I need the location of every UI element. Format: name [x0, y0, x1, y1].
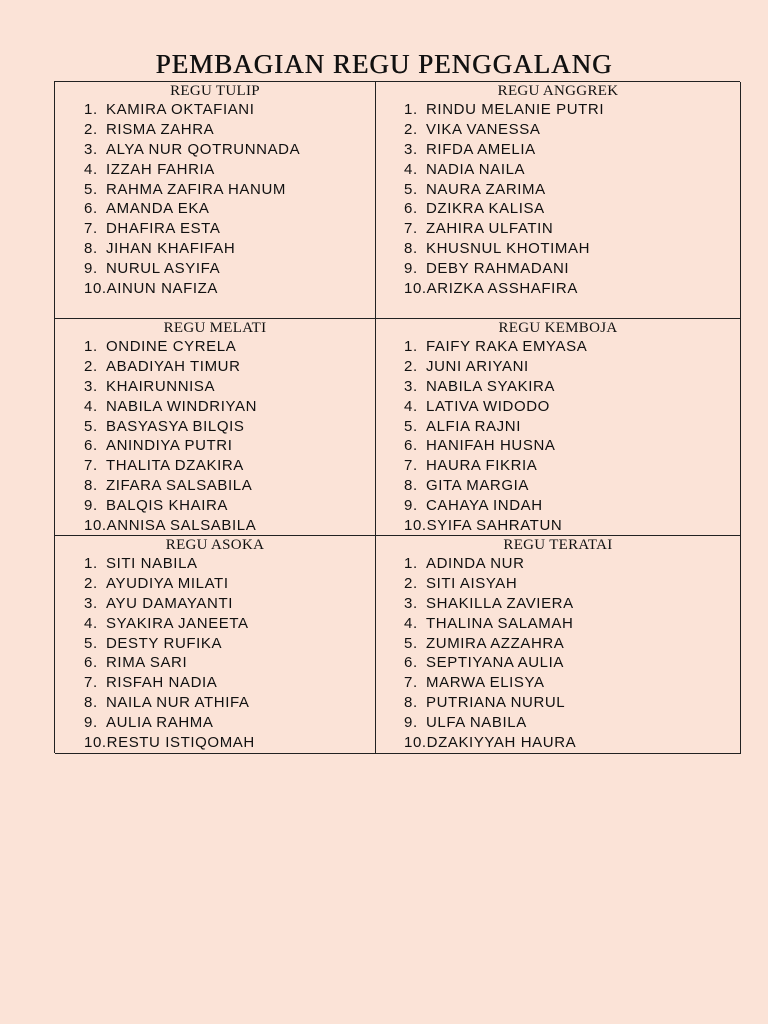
group-cell-tulip	[55, 82, 376, 319]
group-title: REGU KEMBOJA	[498, 320, 618, 336]
list-number: 9.	[404, 260, 418, 278]
member-name: AYUDIYA MILATI	[106, 574, 229, 592]
list-item	[404, 594, 576, 614]
member-name: DZAKIYYAH HAURA	[426, 734, 577, 752]
list-number: 6.	[84, 654, 98, 672]
list-item	[404, 219, 604, 239]
member-list	[404, 100, 604, 299]
list-number: 9.	[84, 714, 98, 732]
member-list	[404, 554, 576, 753]
list-item	[404, 496, 587, 516]
member-name: GITA MARGIA	[426, 477, 530, 495]
member-name: ARIZKA ASSHAFIRA	[426, 280, 578, 298]
list-number: 1.	[84, 555, 98, 572]
member-name: SITI AISYAH	[426, 574, 518, 592]
page-title: PEMBAGIAN REGU PENGGALANG	[155, 49, 613, 79]
member-list	[84, 100, 300, 299]
list-number: 5.	[84, 180, 98, 198]
list-item	[404, 693, 576, 713]
member-name: AINUN NAFIZA	[106, 280, 219, 298]
list-number: 10.	[404, 280, 427, 298]
list-item	[404, 713, 576, 733]
list-number: 4.	[404, 160, 418, 178]
member-name: AYU DAMAYANTI	[106, 594, 233, 612]
list-item	[84, 397, 257, 417]
member-name: HAURA FIKRIA	[426, 457, 538, 475]
list-item	[84, 673, 255, 693]
member-name: CAHAYA INDAH	[426, 497, 543, 515]
list-item	[84, 199, 300, 219]
list-number: 4.	[84, 160, 98, 178]
member-name: RIFDA AMELIA	[426, 140, 536, 158]
member-list	[84, 554, 255, 753]
member-name: ABADIYAH TIMUR	[106, 357, 241, 375]
list-number: 8.	[84, 694, 98, 712]
list-item	[84, 733, 255, 753]
member-name: SYAKIRA JANEETA	[106, 614, 249, 632]
member-name: NADIA NAILA	[426, 160, 526, 178]
list-item	[84, 160, 300, 180]
list-item	[404, 574, 576, 594]
list-number: 10.	[404, 734, 427, 752]
member-name: AULIA RAHMA	[106, 714, 214, 732]
member-name: LATIVA WIDODO	[426, 397, 550, 415]
member-name: THALINA SALAMAH	[426, 614, 574, 632]
list-item	[84, 554, 255, 574]
member-name: ANNISA SALSABILA	[106, 517, 257, 535]
list-item	[84, 476, 257, 496]
list-number: 7.	[404, 220, 418, 238]
member-name: RIMA SARI	[106, 654, 188, 672]
list-number: 4.	[404, 614, 418, 632]
list-number: 1.	[84, 338, 98, 355]
list-item	[404, 357, 587, 377]
member-name: KAMIRA OKTAFIANI	[106, 101, 255, 118]
list-number: 10.	[84, 517, 107, 535]
list-item	[404, 100, 604, 120]
member-name: NABILA WINDRIYAN	[106, 397, 258, 415]
list-item	[404, 554, 576, 574]
member-name: NAURA ZARIMA	[426, 180, 546, 198]
group-title: REGU ANGGREK	[497, 83, 619, 99]
member-name: ZIFARA SALSABILA	[106, 477, 253, 495]
list-item	[404, 653, 576, 673]
list-number: 4.	[404, 397, 418, 415]
member-name: ONDINE CYRELA	[106, 338, 237, 355]
member-name: DHAFIRA ESTA	[106, 220, 221, 238]
member-name: ALYA NUR QOTRUNNADA	[106, 140, 301, 158]
list-item	[84, 377, 257, 397]
list-item	[404, 259, 604, 279]
list-number: 1.	[404, 555, 418, 572]
list-item	[84, 436, 257, 456]
list-item	[84, 456, 257, 476]
list-item	[84, 693, 255, 713]
member-name: SHAKILLA ZAVIERA	[426, 594, 574, 612]
member-name: ZUMIRA AZZAHRA	[426, 634, 565, 652]
member-name: NAILA NUR ATHIFA	[106, 694, 250, 712]
member-name: ZAHIRA ULFATIN	[426, 220, 554, 238]
group-title: REGU ASOKA	[165, 537, 265, 553]
group-table	[54, 81, 740, 753]
list-number: 5.	[404, 417, 418, 435]
group-cell-anggrek	[376, 82, 741, 319]
member-name: ADINDA NUR	[426, 555, 525, 572]
list-number: 3.	[404, 377, 418, 395]
list-number: 6.	[84, 437, 98, 455]
member-name: DZIKRA KALISA	[426, 200, 545, 218]
group-cell-melati	[55, 319, 376, 536]
list-item	[84, 357, 257, 377]
list-item	[84, 516, 257, 536]
member-name: SEPTIYANA AULIA	[426, 654, 564, 672]
list-number: 7.	[84, 457, 98, 475]
list-item	[84, 120, 300, 140]
list-number: 5.	[404, 634, 418, 652]
list-item	[404, 239, 604, 259]
list-number: 10.	[84, 280, 107, 298]
list-number: 8.	[404, 477, 418, 495]
member-name: ALFIA RAJNI	[426, 417, 521, 435]
list-number: 2.	[84, 357, 98, 375]
list-number: 8.	[84, 240, 98, 258]
list-item	[404, 476, 587, 496]
list-item	[404, 733, 576, 753]
list-item	[404, 337, 587, 357]
list-number: 2.	[404, 357, 418, 375]
member-name: RINDU MELANIE PUTRI	[426, 101, 605, 118]
list-item	[404, 397, 587, 417]
list-number: 4.	[84, 614, 98, 632]
list-number: 6.	[404, 200, 418, 218]
member-name: THALITA DZAKIRA	[106, 457, 244, 475]
list-item	[404, 199, 604, 219]
list-item	[84, 100, 300, 120]
list-number: 10.	[84, 734, 107, 752]
member-name: BALQIS KHAIRA	[106, 497, 229, 515]
list-number: 3.	[404, 140, 418, 158]
member-name: ULFA NABILA	[426, 714, 527, 732]
list-number: 5.	[84, 417, 98, 435]
list-item	[404, 377, 587, 397]
list-item	[84, 239, 300, 259]
member-list	[84, 337, 257, 536]
list-item	[404, 516, 587, 536]
list-number: 7.	[404, 457, 418, 475]
member-name: AMANDA EKA	[106, 200, 210, 218]
list-number: 2.	[404, 120, 418, 138]
list-item	[84, 180, 300, 200]
group-title: REGU TERATAI	[503, 537, 613, 553]
member-name: RISFAH NADIA	[106, 674, 218, 692]
list-item	[404, 456, 587, 476]
list-item	[404, 417, 587, 437]
list-number: 6.	[84, 200, 98, 218]
group-cell-teratai	[376, 536, 741, 754]
list-number: 1.	[84, 101, 98, 118]
list-item	[404, 120, 604, 140]
list-item	[404, 160, 604, 180]
list-item	[84, 140, 300, 160]
member-name: RESTU ISTIQOMAH	[106, 734, 255, 752]
list-number: 6.	[404, 654, 418, 672]
member-name: VIKA VANESSA	[426, 120, 541, 138]
member-name: HANIFAH HUSNA	[426, 437, 556, 455]
member-name: JUNI ARIYANI	[426, 357, 529, 375]
member-name: JIHAN KHAFIFAH	[106, 240, 236, 258]
list-item	[404, 634, 576, 654]
member-name: RISMA ZAHRA	[106, 120, 215, 138]
list-item	[404, 673, 576, 693]
list-item	[84, 653, 255, 673]
member-name: NURUL ASYIFA	[106, 260, 221, 278]
list-number: 3.	[84, 140, 98, 158]
list-item	[404, 279, 604, 299]
list-number: 10.	[404, 517, 427, 535]
member-name: KHAIRUNNISA	[106, 377, 216, 395]
list-item	[404, 436, 587, 456]
list-number: 7.	[84, 220, 98, 238]
list-number: 7.	[404, 674, 418, 692]
list-number: 3.	[404, 594, 418, 612]
list-number: 3.	[84, 594, 98, 612]
member-name: PUTRIANA NURUL	[426, 694, 566, 712]
member-name: SYIFA SAHRATUN	[426, 517, 563, 535]
list-item	[84, 417, 257, 437]
list-item	[84, 574, 255, 594]
member-list	[404, 337, 587, 536]
list-number: 2.	[84, 574, 98, 592]
list-number: 2.	[84, 120, 98, 138]
list-item	[84, 634, 255, 654]
member-name: ANINDIYA PUTRI	[106, 437, 233, 455]
list-item	[84, 219, 300, 239]
list-item	[84, 713, 255, 733]
list-item	[84, 496, 257, 516]
member-name: DESTY RUFIKA	[106, 634, 223, 652]
list-number: 5.	[84, 634, 98, 652]
list-item	[84, 259, 300, 279]
list-number: 9.	[84, 497, 98, 515]
group-cell-asoka	[55, 536, 376, 754]
member-name: NABILA SYAKIRA	[426, 377, 556, 395]
list-number: 8.	[84, 477, 98, 495]
list-item	[84, 279, 300, 299]
group-cell-kemboja	[376, 319, 741, 536]
list-item	[404, 614, 576, 634]
list-number: 1.	[404, 101, 418, 118]
list-number: 5.	[404, 180, 418, 198]
member-name: FAIFY RAKA EMYASA	[426, 338, 588, 355]
list-item	[84, 614, 255, 634]
group-title: REGU MELATI	[163, 320, 267, 336]
list-number: 8.	[404, 694, 418, 712]
list-number: 9.	[84, 260, 98, 278]
group-title: REGU TULIP	[170, 83, 260, 99]
list-item	[84, 594, 255, 614]
list-number: 1.	[404, 338, 418, 355]
list-number: 8.	[404, 240, 418, 258]
member-name: IZZAH FAHRIA	[106, 160, 215, 178]
list-item	[404, 140, 604, 160]
list-item	[84, 337, 257, 357]
list-item	[404, 180, 604, 200]
list-number: 9.	[404, 497, 418, 515]
list-number: 7.	[84, 674, 98, 692]
member-name: SITI NABILA	[106, 555, 198, 572]
member-name: RAHMA ZAFIRA HANUM	[106, 180, 286, 198]
member-name: MARWA ELISYA	[426, 674, 545, 692]
member-name: DEBY RAHMADANI	[426, 260, 570, 278]
member-name: BASYASYA BILQIS	[106, 417, 245, 435]
list-number: 3.	[84, 377, 98, 395]
list-number: 2.	[404, 574, 418, 592]
list-number: 4.	[84, 397, 98, 415]
list-number: 9.	[404, 714, 418, 732]
list-number: 6.	[404, 437, 418, 455]
member-name: KHUSNUL KHOTIMAH	[426, 240, 591, 258]
